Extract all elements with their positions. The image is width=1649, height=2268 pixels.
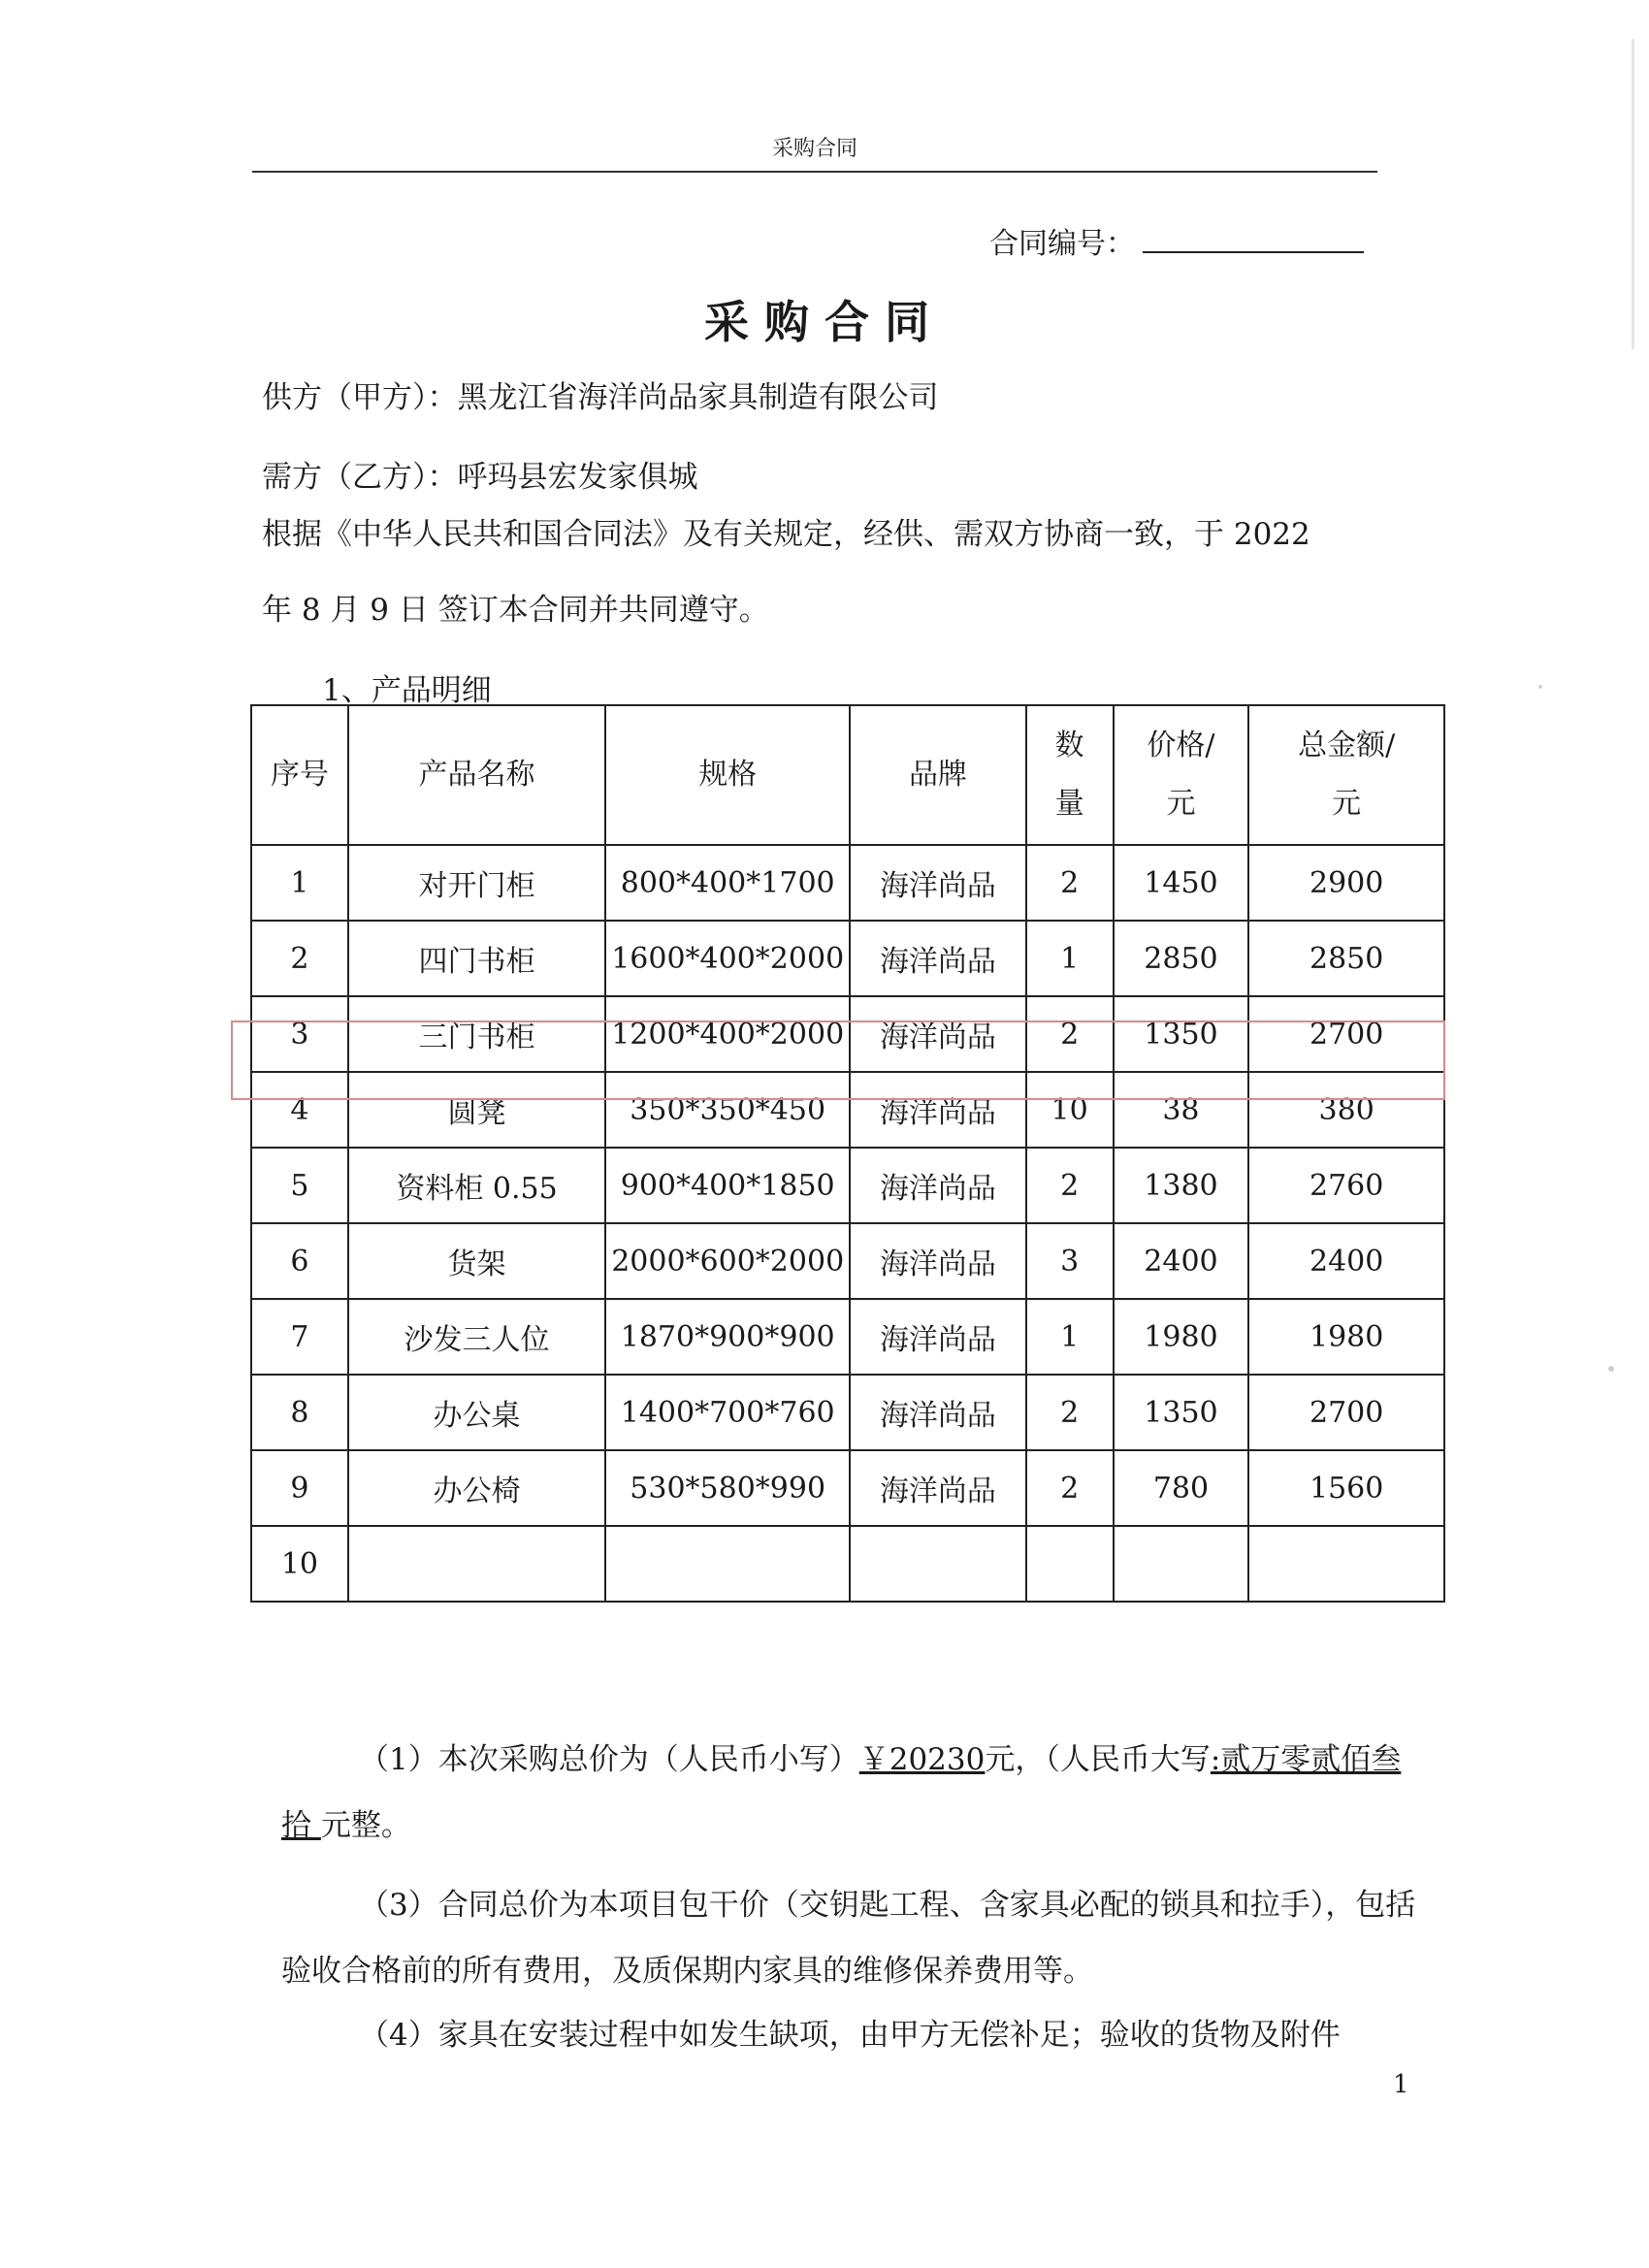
clause-3: （3）合同总价为本项目包干价（交钥匙工程、含家具必配的锁具和拉手），包括验收合格前的所有费用，及质保期内家具的维修保养费用等。 bbox=[281, 1888, 1416, 1989]
intro-line-2: 年 8 月 9 日 签订本合同并共同遵守。 bbox=[262, 593, 769, 628]
document-title: 采购合同 bbox=[704, 296, 945, 348]
intro-paragraph bbox=[262, 497, 1387, 648]
cell-index: 2 bbox=[251, 921, 348, 996]
cell-price: 1350 bbox=[1114, 996, 1249, 1072]
section-title-product-details: 1、产品明细 bbox=[322, 673, 492, 708]
header-name: 产品名称 bbox=[348, 705, 605, 845]
buyer-line: 需方（乙方）：呼玛县宏发家俱城 bbox=[262, 460, 698, 495]
cell-total: 2700 bbox=[1248, 1375, 1444, 1450]
cell-brand: 海洋尚品 bbox=[850, 1299, 1026, 1375]
cell-index: 3 bbox=[251, 996, 348, 1072]
cell-spec: 1200*400*2000 bbox=[605, 996, 850, 1072]
cell-index: 7 bbox=[251, 1299, 348, 1375]
cell-name: 三门书柜 bbox=[348, 996, 605, 1072]
cell-qty: 1 bbox=[1026, 1299, 1114, 1375]
cell-qty bbox=[1026, 1526, 1114, 1602]
supplier-line: 供方（甲方）：黑龙江省海洋尚品家具制造有限公司 bbox=[262, 380, 939, 415]
cell-index: 6 bbox=[251, 1223, 348, 1299]
cell-qty: 2 bbox=[1026, 1148, 1114, 1223]
cell-index: 9 bbox=[251, 1450, 348, 1526]
cell-spec: 900*400*1850 bbox=[605, 1148, 850, 1223]
cell-price: 1980 bbox=[1114, 1299, 1249, 1375]
cell-brand: 海洋尚品 bbox=[850, 1450, 1026, 1526]
cell-index: 8 bbox=[251, 1375, 348, 1450]
cell-total: 1980 bbox=[1248, 1299, 1444, 1375]
cell-brand: 海洋尚品 bbox=[850, 1375, 1026, 1450]
clause-1-prefix: （1）本次采购总价为（人民币小写） bbox=[359, 1742, 859, 1777]
cell-index: 1 bbox=[251, 845, 348, 921]
header-price-line2: 元 bbox=[1166, 787, 1196, 821]
header-total-line2: 元 bbox=[1332, 787, 1362, 821]
cell-price: 2850 bbox=[1114, 921, 1249, 996]
header-price bbox=[1114, 705, 1249, 845]
cell-spec: 1600*400*2000 bbox=[605, 921, 850, 996]
cell-qty: 2 bbox=[1026, 845, 1114, 921]
scan-speck bbox=[1538, 685, 1542, 689]
header-index: 序号 bbox=[251, 705, 348, 845]
cell-spec: 1870*900*900 bbox=[605, 1299, 850, 1375]
table-row bbox=[251, 1526, 1444, 1602]
cell-spec bbox=[605, 1526, 850, 1602]
cell-name: 沙发三人位 bbox=[348, 1299, 605, 1375]
contract-number-blank bbox=[1143, 250, 1364, 253]
cell-brand: 海洋尚品 bbox=[850, 1148, 1026, 1223]
cell-name: 对开门柜 bbox=[348, 845, 605, 921]
table-row bbox=[251, 1223, 1444, 1299]
running-header: 采购合同 bbox=[771, 137, 857, 161]
header-price-line1: 价格/ bbox=[1147, 729, 1215, 762]
cell-name bbox=[348, 1526, 605, 1602]
contract-number bbox=[989, 219, 1364, 262]
row-highlight-box bbox=[231, 1021, 1445, 1100]
cell-total: 2400 bbox=[1248, 1223, 1444, 1299]
header-total bbox=[1248, 705, 1444, 845]
cell-total: 380 bbox=[1248, 1072, 1444, 1148]
cell-total: 2900 bbox=[1248, 845, 1444, 921]
cell-brand: 海洋尚品 bbox=[850, 921, 1026, 996]
cell-brand: 海洋尚品 bbox=[850, 1072, 1026, 1148]
cell-qty: 3 bbox=[1026, 1223, 1114, 1299]
cell-total bbox=[1248, 1526, 1444, 1602]
table-row bbox=[251, 1450, 1444, 1526]
table-header-row bbox=[251, 705, 1444, 845]
cell-index: 4 bbox=[251, 1072, 348, 1148]
table-row bbox=[251, 1375, 1444, 1450]
cell-brand bbox=[850, 1526, 1026, 1602]
cell-qty: 2 bbox=[1026, 1375, 1114, 1450]
table-row bbox=[251, 1299, 1444, 1375]
clause-1-middle: 元，（人民币大写 bbox=[985, 1742, 1211, 1777]
header-total-line1: 总金额/ bbox=[1298, 729, 1396, 762]
header-qty-line2: 量 bbox=[1054, 787, 1084, 821]
cell-price bbox=[1114, 1526, 1249, 1602]
cell-brand: 海洋尚品 bbox=[850, 1223, 1026, 1299]
clause-1-amount-figures: ￥20230 bbox=[858, 1742, 986, 1777]
clause-1 bbox=[281, 1727, 1416, 1859]
page-number: 1 bbox=[1393, 2070, 1409, 2099]
header-qty-line1: 数 bbox=[1054, 729, 1084, 762]
cell-price: 1380 bbox=[1114, 1148, 1249, 1223]
cell-spec: 1400*700*760 bbox=[605, 1375, 850, 1450]
table-row bbox=[251, 845, 1444, 921]
cell-price: 2400 bbox=[1114, 1223, 1249, 1299]
cell-qty: 10 bbox=[1026, 1072, 1114, 1148]
cell-brand: 海洋尚品 bbox=[850, 996, 1026, 1072]
header-qty bbox=[1026, 705, 1114, 845]
cell-name: 办公椅 bbox=[348, 1450, 605, 1526]
clause-4: （4）家具在安装过程中如发生缺项，由甲方无偿补足；验收的货物及附件 bbox=[359, 2018, 1341, 2053]
contract-number-label: 合同编号： bbox=[989, 227, 1135, 261]
cell-name: 圆凳 bbox=[348, 1072, 605, 1148]
cell-qty: 1 bbox=[1026, 921, 1114, 996]
header-rule bbox=[252, 171, 1377, 173]
clause-1-suffix: 元整。 bbox=[320, 1808, 411, 1843]
cell-price: 38 bbox=[1114, 1072, 1249, 1148]
cell-name: 资料柜 0.55 bbox=[348, 1148, 605, 1223]
cell-total: 2760 bbox=[1248, 1148, 1444, 1223]
cell-index: 10 bbox=[251, 1526, 348, 1602]
cell-name: 货架 bbox=[348, 1223, 605, 1299]
cell-spec: 530*580*990 bbox=[605, 1450, 850, 1526]
cell-spec: 350*350*450 bbox=[605, 1072, 850, 1148]
cell-total: 2700 bbox=[1248, 996, 1444, 1072]
cell-index: 5 bbox=[251, 1148, 348, 1223]
cell-qty: 2 bbox=[1026, 1450, 1114, 1526]
cell-total: 2850 bbox=[1248, 921, 1444, 996]
cell-total: 1560 bbox=[1248, 1450, 1444, 1526]
intro-line-1: 根据《中华人民共和国合同法》及有关规定，经供、需双方协商一致，于 2022 bbox=[262, 517, 1310, 552]
scan-edge-shadow bbox=[1632, 39, 1634, 349]
header-spec: 规格 bbox=[605, 705, 850, 845]
table-row bbox=[251, 1148, 1444, 1223]
table-row bbox=[251, 921, 1444, 996]
cell-price: 1350 bbox=[1114, 1375, 1249, 1450]
cell-price: 780 bbox=[1114, 1450, 1249, 1526]
cell-price: 1450 bbox=[1114, 845, 1249, 921]
header-brand: 品牌 bbox=[850, 705, 1026, 845]
cell-spec: 2000*600*2000 bbox=[605, 1223, 850, 1299]
cell-brand: 海洋尚品 bbox=[850, 845, 1026, 921]
cell-spec: 800*400*1700 bbox=[605, 845, 850, 921]
cell-qty: 2 bbox=[1026, 996, 1114, 1072]
product-table bbox=[250, 704, 1445, 1603]
cell-name: 办公桌 bbox=[348, 1375, 605, 1450]
scan-speck bbox=[1608, 1366, 1614, 1372]
clause-1-amount-words: :贰万零贰佰叁拾 bbox=[281, 1742, 1402, 1843]
cell-name: 四门书柜 bbox=[348, 921, 605, 996]
